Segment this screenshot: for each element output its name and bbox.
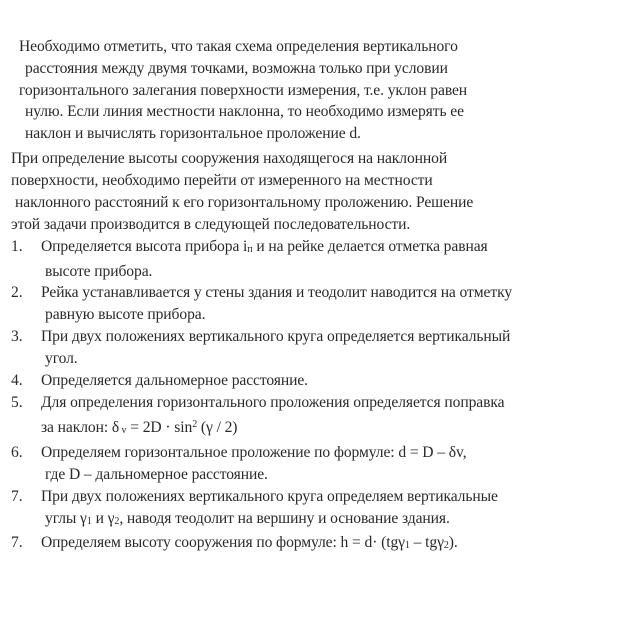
step-text: Определяется дальномерное расстояние. [41,372,308,390]
step-number: 7. [11,534,23,552]
formula-part: – tgγ [409,534,444,552]
intro-paragraph [19,36,609,145]
step-text: Рейка устанавливается у стены здания и теодолит наводится на отметку [41,284,513,302]
step-number: 1. [11,237,23,255]
step-number: 2. [11,284,23,302]
intro-line: горизонтального залегания поверхности измерения, т.е. уклон равен [19,81,468,99]
step-formula [41,414,616,442]
step-number: 6. [11,443,23,461]
step-number: 3. [11,328,23,346]
step-text-part: , наводя теодолит на вершину и основание здания. [119,509,450,527]
formula-part: за наклон: δ [41,418,120,436]
formula-subscript: v [119,424,127,436]
step-text: Определяем горизонтальное проложение по формуле: d = D – δv, [41,443,467,461]
step-text: высоте прибора. [45,262,153,280]
main-paragraph [11,148,616,236]
step-subscript: п [247,243,253,255]
step-item [11,236,616,283]
step-subscript: 1 [86,515,92,527]
intro-line: Необходимо отметить, что такая схема определения вертикального [19,38,458,55]
step-item [11,282,616,326]
main-line: При определение высоты сооружения находящегося на наклонной [11,150,448,167]
step-text [41,236,616,261]
step-subscript: 2 [114,515,120,527]
step-item [11,326,616,370]
step-text: При двух положениях вертикального круга определяется вертикальный [41,328,511,346]
step-text: равную высоте прибора. [45,306,206,324]
main-section [11,148,616,557]
intro-line: наклон и вычислять горизонтальное проложение d. [25,125,361,143]
step-text: где D – дальномерное расстояние. [45,465,268,483]
formula-part: (γ / 2) [197,418,238,436]
step-formula [41,532,616,557]
step-number: 5. [11,393,23,411]
formula-superscript: 2 [192,418,198,430]
step-item [11,370,616,392]
formula-subscript: 2 [443,540,449,552]
intro-line: расстояния между двумя точками, возможна только при условии [25,59,448,77]
main-line: этой задачи производится в следующей последовательности. [11,215,411,233]
step-item [11,532,616,557]
steps-list [11,236,616,558]
step-text-part: Определяется высота прибора i [41,237,248,255]
step-text [41,508,616,533]
formula-part: Определяем высоту сооружения по формуле: h = d· (tgγ [41,534,405,552]
step-item [11,442,616,486]
main-line: поверхности, необходимо перейти от измеренного на местности [11,171,433,189]
step-text-part: и γ [91,509,115,527]
formula-part: ). [448,534,458,552]
main-line: наклонного расстояний к его горизонтальному проложению. Решение [15,193,474,211]
step-item [11,486,616,533]
step-text: Для определения горизонтального проложения определяется поправка [41,393,505,411]
formula-subscript: 1 [404,540,410,552]
intro-line: нулю. Если линия местности наклонна, то необходимо измерять ее [25,103,464,121]
step-text-part: углы γ [45,509,87,527]
step-text: угол. [45,350,78,368]
step-number: 7. [11,487,23,505]
formula-part: = 2D · sin [126,418,193,436]
step-item [11,392,616,442]
step-text: При двух положениях вертикального круга определяем вертикальные [41,487,498,505]
step-number: 4. [11,372,23,390]
step-text-part: и на рейке делается отметка равная [252,237,488,255]
